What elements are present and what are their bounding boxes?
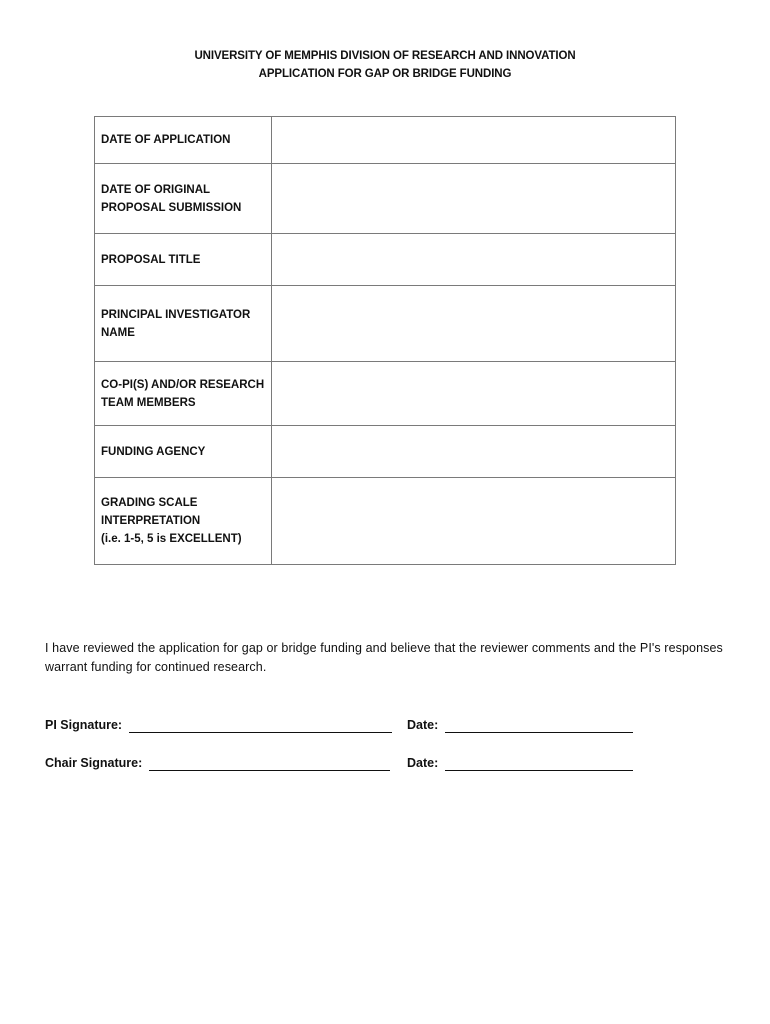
header-institution: UNIVERSITY OF MEMPHIS DIVISION OF RESEARCH AND INNOVATION [194,50,576,62]
review-statement: I have reviewed the application for gap or bridge funding and believe that the reviewer comments and the PI's responses warrant funding for continued research. [45,641,723,674]
pi-signature-row [45,716,665,736]
table-row [95,234,676,286]
chair-date-label: Date: [407,756,439,770]
chair-signature-row [45,754,665,774]
proposal-title-field[interactable] [272,234,676,286]
date-of-original-submission-label: DATE OF ORIGINAL PROPOSAL SUBMISSION [95,164,272,234]
application-form-table [94,116,676,565]
principal-investigator-label: PRINCIPAL INVESTIGATOR NAME [95,286,272,362]
table-row [95,426,676,478]
proposal-title-label: PROPOSAL TITLE [95,234,272,286]
table-row [95,164,676,234]
table-row [95,286,676,362]
date-of-original-submission-field[interactable] [272,164,676,234]
document-header [0,47,770,83]
pi-date-line[interactable] [445,732,633,733]
chair-date-line[interactable] [445,770,633,771]
co-pi-team-field[interactable] [272,362,676,426]
table-row [95,478,676,565]
co-pi-team-label: CO-PI(S) AND/OR RESEARCH TEAM MEMBERS [95,362,272,426]
table-row [95,362,676,426]
header-form-title: APPLICATION FOR GAP OR BRIDGE FUNDING [258,68,512,80]
pi-signature-label: PI Signature: [45,718,123,732]
grading-scale-field[interactable] [272,478,676,565]
table-row [95,117,676,164]
grading-scale-label: GRADING SCALE INTERPRETATION (i.e. 1-5, 5 is EXCELLENT) [95,478,272,565]
chair-signature-line[interactable] [149,770,390,771]
principal-investigator-field[interactable] [272,286,676,362]
pi-date-label: Date: [407,718,439,732]
funding-agency-label: FUNDING AGENCY [95,426,272,478]
date-of-application-label: DATE OF APPLICATION [95,117,272,164]
chair-signature-label: Chair Signature: [45,756,143,770]
date-of-application-field[interactable] [272,117,676,164]
pi-signature-line[interactable] [129,732,392,733]
funding-agency-field[interactable] [272,426,676,478]
